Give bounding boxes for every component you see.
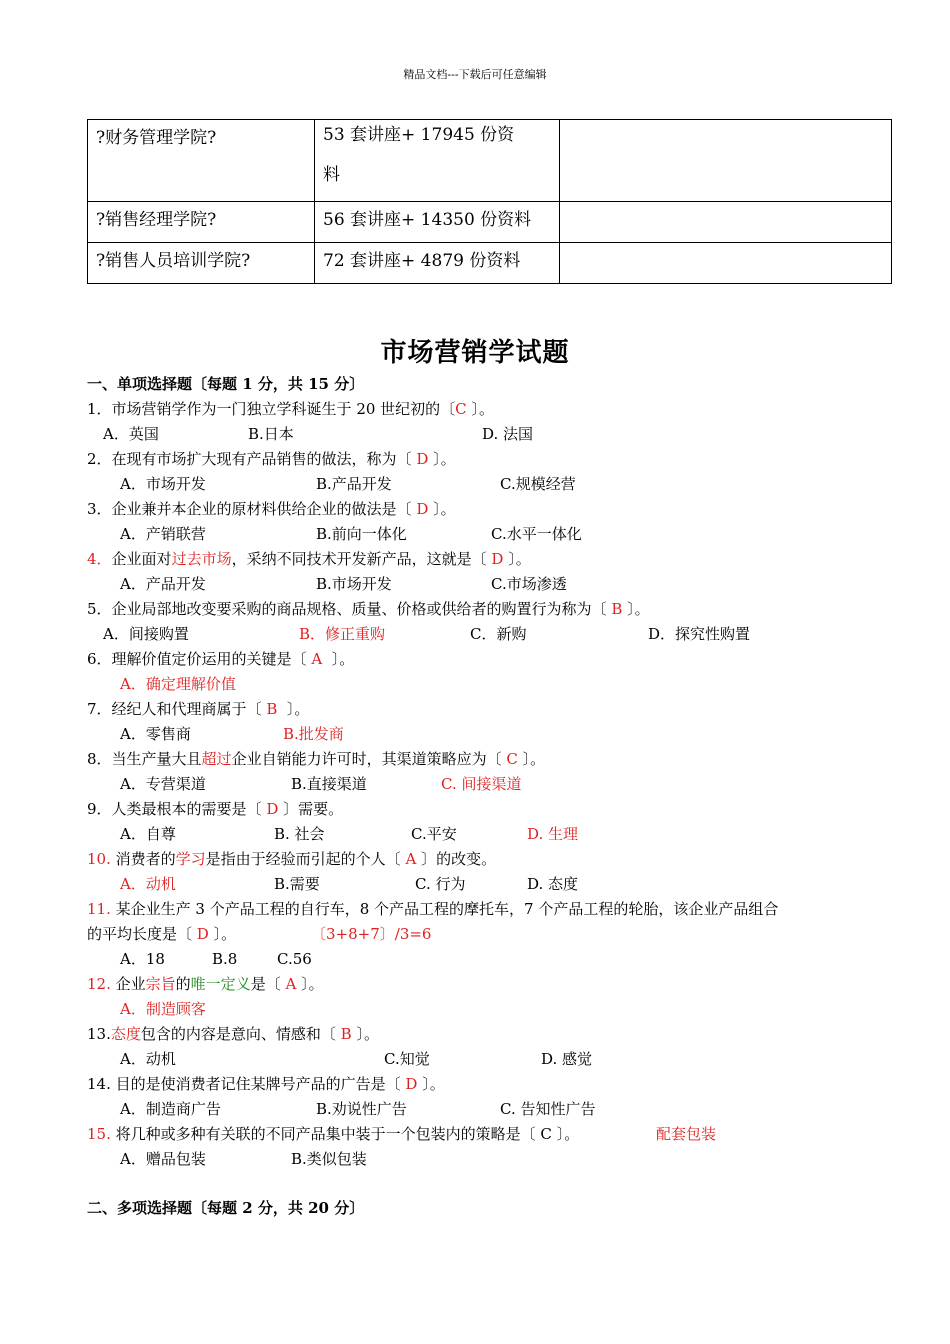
question-8 xyxy=(87,749,545,769)
option-b: B.类似包装 xyxy=(291,1150,367,1168)
question-end: 〕。 xyxy=(433,500,456,518)
section-heading: 一、单项选择题〔每题 1 分，共 15 分〕 xyxy=(87,375,365,393)
question-text: 包含的内容是意向、情感和〔 xyxy=(140,1025,336,1043)
option-a: A．动机 xyxy=(120,875,176,893)
section-heading: 二、多项选择题〔每题 2 分，共 20 分〕 xyxy=(87,1199,365,1217)
question-end: 〕。 xyxy=(433,450,456,468)
option-a: A．18 xyxy=(120,950,165,968)
question-text: 8．当生产量大且 xyxy=(87,750,202,768)
option-a: A．赠品包装 xyxy=(120,1150,206,1168)
question-end: 〕。 xyxy=(556,1125,580,1143)
question-text: 的平均长度是〔 xyxy=(87,925,193,943)
option-d: D. 态度 xyxy=(527,875,579,893)
question-text: 3．企业兼并本企业的原材料供给企业的做法是〔 xyxy=(87,500,412,518)
question-9 xyxy=(87,799,343,819)
option-c: C.56 xyxy=(277,950,312,968)
answer: D xyxy=(405,1075,418,1093)
question-text: 7．经纪人和代理商属于〔 xyxy=(87,700,262,718)
question-4 xyxy=(87,549,531,569)
question-text: 企业 xyxy=(110,975,146,993)
question-number: 4． xyxy=(87,550,112,568)
answer: A xyxy=(405,850,417,868)
question-end: 〕需要。 xyxy=(283,800,344,818)
question-text: 某企业生产 3 个产品工程的自行车，8 个产品工程的摩托车，7 个产品工程的轮胎，该企业产品组合 xyxy=(110,900,779,918)
cell-text: 料 xyxy=(323,165,340,185)
question-number: 15. xyxy=(87,1125,111,1143)
question-text: ，采纳不同技术开发新产品，这就是〔 xyxy=(231,550,487,568)
option-a: A．市场开发 xyxy=(120,475,206,493)
question-text: 1．市场营销学作为一门独立学科诞生于 20 世纪初的〔 xyxy=(87,400,456,418)
answer: D xyxy=(196,925,209,943)
answer-note: 配套包装 xyxy=(656,1125,717,1143)
cell-text: 53 套讲座+ 17945 份资 xyxy=(323,125,515,145)
question-6 xyxy=(87,649,354,669)
answer: B xyxy=(611,600,623,618)
option-b: B.批发商 xyxy=(283,725,344,743)
question-end: 〕。 xyxy=(356,1025,379,1043)
question-number: 13. xyxy=(87,1025,111,1043)
question-end: 〕。 xyxy=(213,925,237,943)
table-cell xyxy=(560,243,892,284)
table-row xyxy=(88,243,892,284)
option-b: B.8 xyxy=(212,950,238,968)
option-b: B.直接渠道 xyxy=(291,775,367,793)
question-text: 将几种或多种有关联的不同产品集中装于一个包装内的策略是〔 xyxy=(110,1125,536,1143)
answer: D xyxy=(491,550,504,568)
option-b: B.产品开发 xyxy=(316,475,392,493)
question-number: 12. xyxy=(87,975,111,993)
question-text: 企业面对 xyxy=(111,550,172,568)
option-a: A．制造商广告 xyxy=(120,1100,221,1118)
table-cell: ?销售人员培训学院? xyxy=(88,243,315,284)
option-d: D. 生理 xyxy=(527,825,579,843)
question-15 xyxy=(87,1124,579,1144)
option-b: B．修正重购 xyxy=(299,625,386,643)
question-13 xyxy=(87,1024,379,1044)
option-b: B. 社会 xyxy=(274,825,325,843)
question-text: 14. 目的是使消费者记住某牌号产品的广告是〔 xyxy=(87,1075,401,1093)
table-cell xyxy=(560,202,892,243)
option-a: A．专营渠道 xyxy=(120,775,206,793)
question-11-cont xyxy=(87,924,236,944)
question-14 xyxy=(87,1074,445,1094)
question-1 xyxy=(87,399,494,419)
table-row xyxy=(88,202,892,243)
question-text: 9．人类最根本的需要是〔 xyxy=(87,800,262,818)
answer: D xyxy=(416,450,429,468)
question-end: 〕。 xyxy=(301,975,324,993)
question-text: 企业自销能力许可时，其渠道策略应为〔 xyxy=(231,750,502,768)
answer: A xyxy=(311,650,323,668)
option-a: A．产销联营 xyxy=(120,525,206,543)
option-a: A．制造顾客 xyxy=(120,1000,206,1018)
question-end: 〕。 xyxy=(522,750,546,768)
question-text: 5．企业局部地改变要采购的商品规格、质量、价格或供给者的购置行为称为〔 xyxy=(87,600,607,618)
question-end: 〕的改变。 xyxy=(421,850,497,868)
highlight-text: 超过 xyxy=(201,750,232,768)
highlight-text: 过去市场 xyxy=(171,550,232,568)
option-c: C. 行为 xyxy=(415,875,466,893)
calculation-note: 〔3+8+7〕/3=6 xyxy=(311,925,432,943)
option-d: D. 感觉 xyxy=(541,1050,593,1068)
table-cell xyxy=(560,120,892,202)
option-c: C.平安 xyxy=(411,825,457,843)
table-cell: 72 套讲座+ 4879 份资料 xyxy=(315,243,560,284)
table-cell: ?财务管理学院? xyxy=(88,120,315,202)
answer: C xyxy=(540,1125,552,1143)
question-3 xyxy=(87,499,456,519)
table-row xyxy=(88,120,892,202)
question-end: 〕。 xyxy=(471,400,494,418)
answer: C xyxy=(455,400,467,418)
question-end: 〕。 xyxy=(286,700,310,718)
answer: C xyxy=(506,750,518,768)
question-text: 是〔 xyxy=(250,975,281,993)
option-b: B.前向一体化 xyxy=(316,525,407,543)
page-title: 市场营销学试题 xyxy=(380,338,570,368)
option-b: B.日本 xyxy=(248,425,294,443)
question-12 xyxy=(87,974,324,994)
question-2 xyxy=(87,449,456,469)
question-7 xyxy=(87,699,309,719)
option-a: A．产品开发 xyxy=(120,575,206,593)
question-number: 11. xyxy=(87,900,111,918)
question-text: 消费者的 xyxy=(110,850,176,868)
table-cell xyxy=(315,120,560,202)
option-a: A．间接购置 xyxy=(103,625,189,643)
question-text: 2．在现有市场扩大现有产品销售的做法，称为〔 xyxy=(87,450,412,468)
option-c: C.市场渗透 xyxy=(491,575,567,593)
option-b: B.市场开发 xyxy=(316,575,392,593)
highlight-text: 宗旨 xyxy=(145,975,176,993)
answer: A xyxy=(285,975,297,993)
question-5 xyxy=(87,599,650,619)
question-number: 10. xyxy=(87,850,111,868)
highlight-text: 唯一定义 xyxy=(190,975,251,993)
option-b: B.劝说性广告 xyxy=(316,1100,407,1118)
option-c: C. 告知性广告 xyxy=(500,1100,596,1118)
table-cell: 56 套讲座+ 14350 份资料 xyxy=(315,202,560,243)
resource-table xyxy=(87,119,892,284)
option-a: A．自尊 xyxy=(120,825,176,843)
option-b: B.需要 xyxy=(274,875,320,893)
question-text: 6．理解价值定价运用的关键是〔 xyxy=(87,650,307,668)
option-c: C.水平一体化 xyxy=(491,525,582,543)
table-cell: ?销售经理学院? xyxy=(88,202,315,243)
question-end: 〕。 xyxy=(508,550,531,568)
option-a: A．英国 xyxy=(103,425,159,443)
question-text: 的 xyxy=(175,975,191,993)
question-end: 〕。 xyxy=(422,1075,445,1093)
option-c: C. 间接渠道 xyxy=(441,775,522,793)
option-a: A．动机 xyxy=(120,1050,176,1068)
answer: B xyxy=(340,1025,352,1043)
answer: B xyxy=(266,700,278,718)
option-a: A．零售商 xyxy=(120,725,191,743)
option-d: D. 法国 xyxy=(482,425,534,443)
question-10 xyxy=(87,849,496,869)
answer: D xyxy=(266,800,279,818)
page-header: 精品文档---下载后可任意编辑 xyxy=(403,68,547,81)
answer: D xyxy=(416,500,429,518)
option-c: C.规模经营 xyxy=(500,475,576,493)
option-c: C．新购 xyxy=(470,625,527,643)
option-a: A．确定理解价值 xyxy=(120,675,236,693)
question-text: 是指由于经验而引起的个人〔 xyxy=(205,850,401,868)
question-end: 〕。 xyxy=(627,600,650,618)
option-d: D．探究性购置 xyxy=(648,625,751,643)
highlight-text: 学习 xyxy=(175,850,206,868)
highlight-text: 态度 xyxy=(110,1025,141,1043)
question-11 xyxy=(87,899,778,919)
option-c: C.知觉 xyxy=(384,1050,430,1068)
question-end: 〕。 xyxy=(331,650,355,668)
